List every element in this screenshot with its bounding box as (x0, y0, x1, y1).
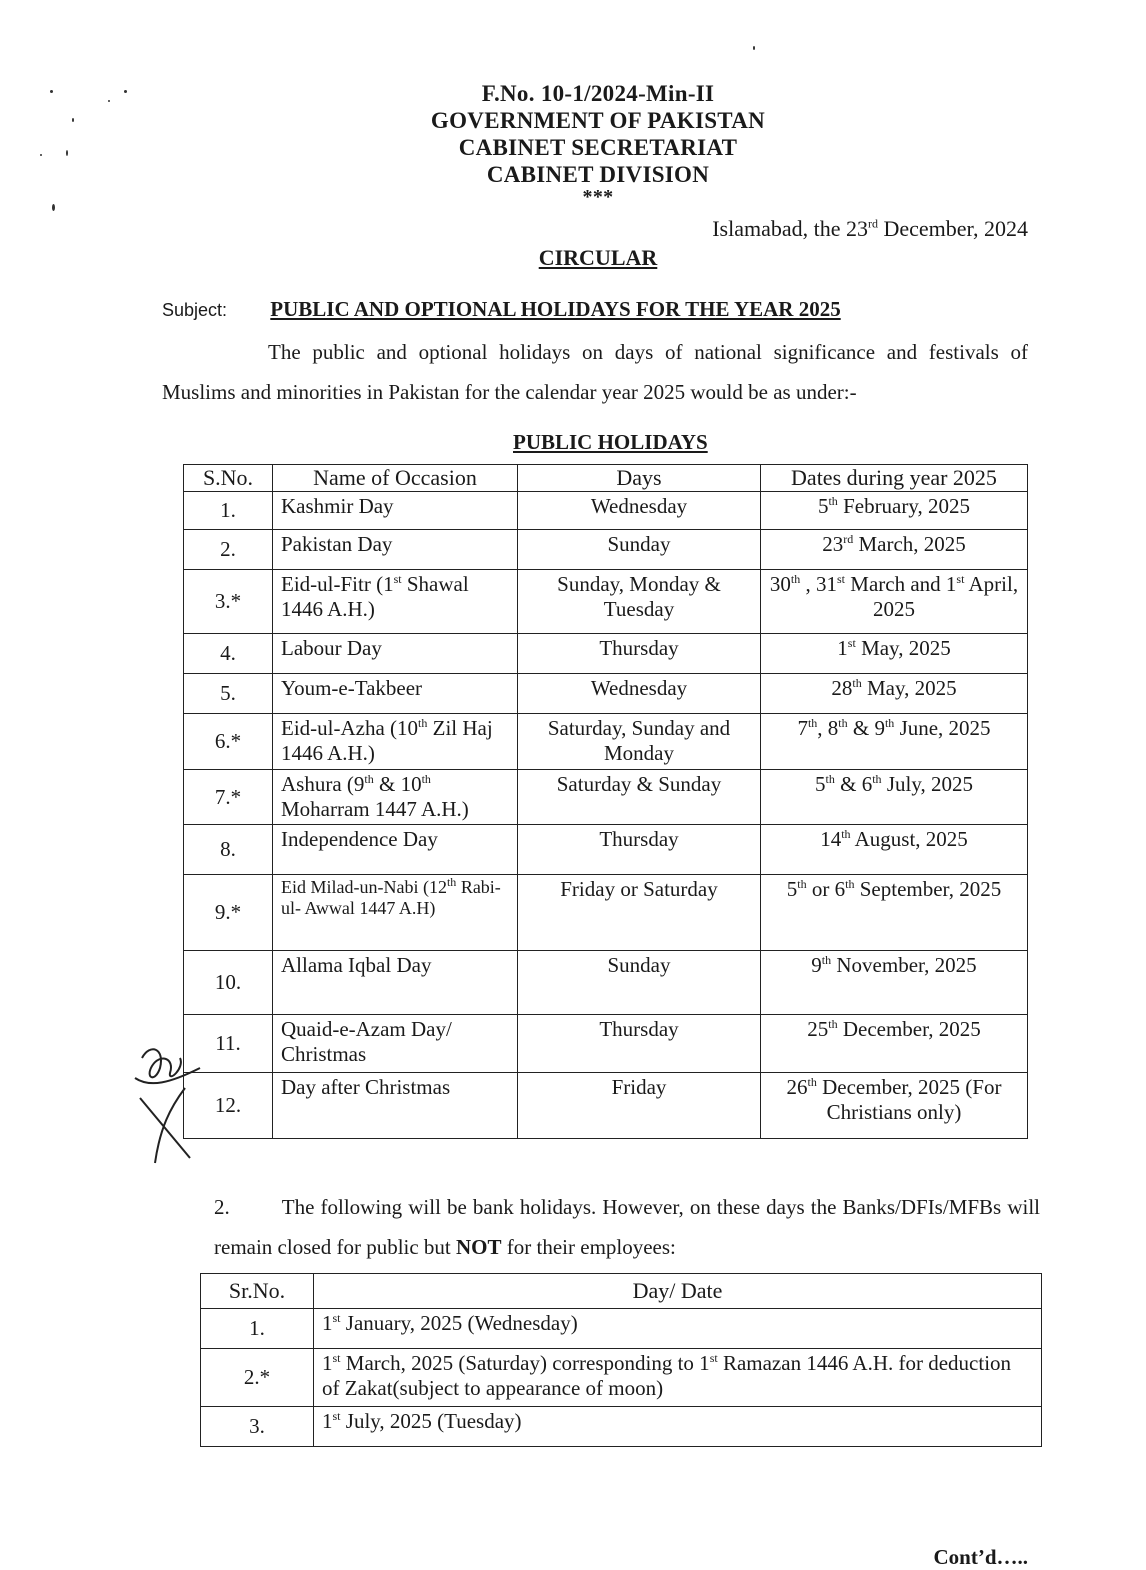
table-row (184, 770, 1028, 825)
table-header-row (201, 1274, 1042, 1309)
column-header: Dates during year 2025 (761, 465, 1028, 492)
date-cell: 1st July, 2025 (Tuesday) (314, 1407, 1042, 1447)
date-cell: 7th, 8th & 9th June, 2025 (761, 714, 1028, 770)
serial-number-cell: 1. (184, 492, 273, 530)
header-stars: *** (582, 186, 614, 208)
bank-holidays-table (200, 1273, 1042, 1447)
occasion-name-cell: Ashura (9th & 10th Moharram 1447 A.H.) (273, 770, 518, 825)
days-cell: Saturday, Sunday and Monday (518, 714, 761, 770)
occasion-name-cell: Eid Milad-un-Nabi (12th Rabi-ul- Awwal 1447 A.H) (273, 875, 518, 951)
document-header (0, 80, 1146, 206)
serial-number-cell: 10. (184, 951, 273, 1015)
date-cell: 23rd March, 2025 (761, 530, 1028, 570)
occasion-name-cell: Kashmir Day (273, 492, 518, 530)
table-row (184, 1073, 1028, 1139)
table-row (184, 674, 1028, 714)
column-header: S.No. (184, 465, 273, 492)
column-header: Name of Occasion (273, 465, 518, 492)
days-cell: Thursday (518, 634, 761, 674)
serial-number-cell: 9.* (184, 875, 273, 951)
table-row (201, 1309, 1042, 1349)
column-header: Sr.No. (201, 1274, 314, 1309)
date-cell: 9th November, 2025 (761, 951, 1028, 1015)
occasion-name-cell: Labour Day (273, 634, 518, 674)
days-cell: Thursday (518, 1015, 761, 1073)
table-row (184, 825, 1028, 875)
column-header: Day/ Date (314, 1274, 1042, 1309)
serial-number-cell: 1. (201, 1309, 314, 1349)
bank-holidays-paragraph: 2. The following will be bank holidays. However, on these days the Banks/DFIs/MFBs will remain closed for public but NOT for their employees: (214, 1195, 1040, 1259)
serial-number-cell: 8. (184, 825, 273, 875)
table-row (184, 1015, 1028, 1073)
date-cell: 25th December, 2025 (761, 1015, 1028, 1073)
occasion-name-cell: Quaid-e-Azam Day/ Christmas (273, 1015, 518, 1073)
serial-number-cell: 3. (201, 1407, 314, 1447)
date-cell: 5th or 6th September, 2025 (761, 875, 1028, 951)
secretariat-name: CABINET SECRETARIAT (458, 135, 738, 160)
government-name: GOVERNMENT OF PAKISTAN (430, 108, 766, 133)
subject-label: Subject: (162, 300, 228, 320)
serial-number-cell: 6.* (184, 714, 273, 770)
circular-title: CIRCULAR (538, 245, 658, 270)
file-number: F.No. 10-1/2024-Min-II (481, 81, 715, 106)
days-cell: Sunday (518, 951, 761, 1015)
occasion-name-cell: Pakistan Day (273, 530, 518, 570)
serial-number-cell: 2. (184, 530, 273, 570)
table-row (184, 714, 1028, 770)
serial-number-cell: 11. (184, 1015, 273, 1073)
days-cell: Friday or Saturday (518, 875, 761, 951)
table-row (184, 492, 1028, 530)
date-cell: 1st March, 2025 (Saturday) corresponding to 1st Ramazan 1446 A.H. for deduction of Zakat(subject to appearance of moon) (314, 1349, 1042, 1407)
serial-number-cell: 3.* (184, 570, 273, 634)
table-row (184, 634, 1028, 674)
date-cell: 14th August, 2025 (761, 825, 1028, 875)
handwritten-signature (130, 1038, 210, 1168)
intro-paragraph: The public and optional holidays on days of national significance and festivals of Muslims and minorities in Pakistan for the calendar year 2025 would be as under:- (162, 340, 1028, 404)
occasion-name-cell: Eid-ul-Fitr (1st Shawal 1446 A.H.) (273, 570, 518, 634)
public-holidays-title: PUBLIC HOLIDAYS (513, 430, 708, 454)
serial-number-cell: 5. (184, 674, 273, 714)
table-row (184, 570, 1028, 634)
occasion-name-cell: Independence Day (273, 825, 518, 875)
occasion-name-cell: Eid-ul-Azha (10th Zil Haj 1446 A.H.) (273, 714, 518, 770)
paragraph-number: 2. (214, 1195, 230, 1219)
days-cell: Friday (518, 1073, 761, 1139)
table-row (201, 1407, 1042, 1447)
table-header-row (184, 465, 1028, 492)
days-cell: Wednesday (518, 674, 761, 714)
days-cell: Sunday, Monday & Tuesday (518, 570, 761, 634)
days-cell: Saturday & Sunday (518, 770, 761, 825)
table-row (201, 1349, 1042, 1407)
serial-number-cell: 4. (184, 634, 273, 674)
days-cell: Sunday (518, 530, 761, 570)
occasion-name-cell: Day after Christmas (273, 1073, 518, 1139)
column-header: Days (518, 465, 761, 492)
emphasis-text: NOT (456, 1235, 502, 1259)
table-row (184, 951, 1028, 1015)
date-cell: 30th , 31st March and 1st April, 2025 (761, 570, 1028, 634)
date-cell: 1st May, 2025 (761, 634, 1028, 674)
public-holidays-table (183, 464, 1028, 1139)
table-row (184, 875, 1028, 951)
subject-text: PUBLIC AND OPTIONAL HOLIDAYS FOR THE YEAR 2025 (270, 297, 841, 321)
occasion-name-cell: Allama Iqbal Day (273, 951, 518, 1015)
days-cell: Thursday (518, 825, 761, 875)
serial-number-cell: 2.* (201, 1349, 314, 1407)
serial-number-cell: 7.* (184, 770, 273, 825)
date-cell: 26th December, 2025 (For Christians only) (761, 1073, 1028, 1139)
date-cell: 28th May, 2025 (761, 674, 1028, 714)
subject-line (162, 297, 1042, 322)
date-cell: 5th & 6th July, 2025 (761, 770, 1028, 825)
date-cell: 1st January, 2025 (Wednesday) (314, 1309, 1042, 1349)
table-row (184, 530, 1028, 570)
division-name: CABINET DIVISION (486, 162, 710, 187)
continued-note: Cont’d….. (933, 1545, 1028, 1569)
days-cell: Wednesday (518, 492, 761, 530)
date-line: Islamabad, the 23rd December, 2024 (712, 216, 1028, 241)
date-cell: 5th February, 2025 (761, 492, 1028, 530)
occasion-name-cell: Youm-e-Takbeer (273, 674, 518, 714)
serial-number-cell: 12. (184, 1073, 273, 1139)
